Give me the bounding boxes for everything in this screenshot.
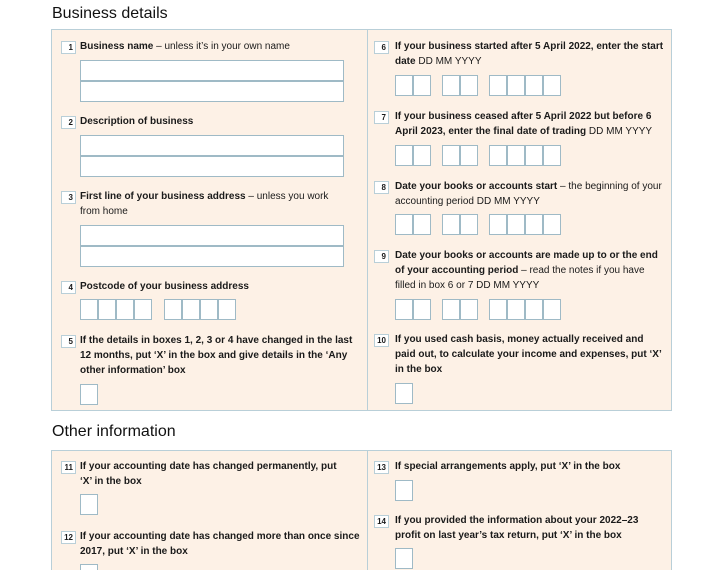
- start-date-d2[interactable]: [413, 75, 431, 96]
- question-6-bold: If your business started after 5 April 2022, enter the start date: [395, 41, 664, 67]
- accounts-end-m1[interactable]: [442, 299, 460, 320]
- question-7-format: DD MM YYYY: [586, 126, 653, 137]
- box-number-8: 8: [374, 181, 389, 194]
- question-5-label: [80, 333, 360, 378]
- question-1-note: – unless it’s in your own name: [153, 41, 290, 52]
- postcode-char-8[interactable]: [218, 299, 236, 320]
- question-6-label: [395, 39, 665, 69]
- business-name-line-1[interactable]: [80, 60, 344, 81]
- question-3-bold: First line of your business address: [80, 191, 246, 202]
- question-5-bold: If the details in boxes 1, 2, 3 or 4 have changed in the last 12 months, put ‘X’ in the box and give details in the ‘Any other information’ box: [80, 335, 353, 376]
- accounts-end-y2[interactable]: [507, 299, 525, 320]
- accounts-start-m2[interactable]: [460, 214, 478, 235]
- start-date-y2[interactable]: [507, 75, 525, 96]
- accounts-start-y2[interactable]: [507, 214, 525, 235]
- accounts-end-y4[interactable]: [543, 299, 561, 320]
- question-12-bold: If your accounting date has changed more than once since 2017, put ‘X’ in the box: [80, 531, 360, 557]
- question-9-note: – read the notes if you have filled in box 6 or 7 DD MM YYYY: [395, 265, 645, 291]
- column-divider: [367, 451, 368, 570]
- question-7-label: [395, 109, 671, 139]
- box-number-10: 10: [374, 334, 389, 347]
- postcode-char-1[interactable]: [80, 299, 98, 320]
- postcode-char-4[interactable]: [134, 299, 152, 320]
- box-number-12: 12: [61, 531, 76, 544]
- question-4-label: [80, 279, 350, 294]
- question-9-label: [395, 248, 665, 293]
- ceased-date-y2[interactable]: [507, 145, 525, 166]
- accounts-start-d2[interactable]: [413, 214, 431, 235]
- accounts-end-d2[interactable]: [413, 299, 431, 320]
- question-1-label: [80, 39, 350, 54]
- postcode-char-5[interactable]: [164, 299, 182, 320]
- other-information-panel: [51, 450, 672, 570]
- accounts-start-y3[interactable]: [525, 214, 543, 235]
- box-number-11: 11: [61, 461, 76, 474]
- question-3-note: – unless you work from home: [80, 191, 329, 217]
- question-11-label: [80, 459, 350, 489]
- accounts-end-y3[interactable]: [525, 299, 543, 320]
- business-address-line-1[interactable]: [80, 225, 344, 246]
- question-4-bold: Postcode of your business address: [80, 281, 249, 292]
- box-number-4: 4: [61, 281, 76, 294]
- accounts-start-y1[interactable]: [489, 214, 507, 235]
- start-date-y3[interactable]: [525, 75, 543, 96]
- box-number-9: 9: [374, 250, 389, 263]
- question-8-note: – the beginning of your accounting period DD MM YYYY: [395, 181, 662, 207]
- business-description-line-1[interactable]: [80, 135, 344, 156]
- question-9-bold: Date your books or accounts are made up to or the end of your accounting period: [395, 250, 658, 276]
- accounts-end-y1[interactable]: [489, 299, 507, 320]
- details-changed-checkbox[interactable]: [80, 384, 98, 405]
- postcode-char-6[interactable]: [182, 299, 200, 320]
- question-14-bold: If you provided the information about your 2022–23 profit on last year’s tax return, put ‘X’ in the box: [395, 515, 639, 541]
- postcode-char-2[interactable]: [98, 299, 116, 320]
- question-1-bold: Business name: [80, 41, 154, 52]
- business-description-line-2[interactable]: [80, 156, 344, 177]
- accounting-date-changed-permanently-checkbox[interactable]: [80, 494, 98, 515]
- question-7-bold: If your business ceased after 5 April 2022 but before 6 April 2023, enter the final date of trading: [395, 111, 652, 137]
- other-information-title: Other information: [52, 423, 176, 440]
- question-8-bold: Date your books or accounts start: [395, 181, 558, 192]
- box-number-5: 5: [61, 335, 76, 348]
- question-14-label: [395, 513, 665, 543]
- start-date-y1[interactable]: [489, 75, 507, 96]
- ceased-date-y3[interactable]: [525, 145, 543, 166]
- box-number-7: 7: [374, 111, 389, 124]
- business-address-line-2[interactable]: [80, 246, 344, 267]
- business-name-line-2[interactable]: [80, 81, 344, 102]
- ceased-date-m2[interactable]: [460, 145, 478, 166]
- postcode-char-3[interactable]: [116, 299, 134, 320]
- box-number-14: 14: [374, 515, 389, 528]
- question-2-bold: Description of business: [80, 116, 194, 127]
- business-details-panel: [51, 29, 672, 411]
- accounts-end-d1[interactable]: [395, 299, 413, 320]
- ceased-date-y1[interactable]: [489, 145, 507, 166]
- start-date-y4[interactable]: [543, 75, 561, 96]
- question-12-label: [80, 529, 360, 559]
- accounts-start-m1[interactable]: [442, 214, 460, 235]
- question-2-label: [80, 114, 350, 129]
- question-6-format: DD MM YYYY: [415, 56, 482, 67]
- start-date-m2[interactable]: [460, 75, 478, 96]
- ceased-date-m1[interactable]: [442, 145, 460, 166]
- box-number-1: 1: [61, 41, 76, 54]
- special-arrangements-checkbox[interactable]: [395, 480, 413, 501]
- ceased-date-y4[interactable]: [543, 145, 561, 166]
- postcode-char-7[interactable]: [200, 299, 218, 320]
- accounts-start-y4[interactable]: [543, 214, 561, 235]
- box-number-6: 6: [374, 41, 389, 54]
- question-11-bold: If your accounting date has changed permanently, put ‘X’ in the box: [80, 461, 337, 487]
- question-3-label: [80, 189, 350, 219]
- box-number-2: 2: [61, 116, 76, 129]
- question-10-bold: If you used cash basis, money actually received and paid out, to calculate your income and expenses, put ‘X’ in the box: [395, 334, 662, 375]
- question-8-label: [395, 179, 665, 209]
- cash-basis-checkbox[interactable]: [395, 383, 413, 404]
- ceased-date-d1[interactable]: [395, 145, 413, 166]
- column-divider: [367, 30, 368, 410]
- ceased-date-d2[interactable]: [413, 145, 431, 166]
- box-number-3: 3: [61, 191, 76, 204]
- question-10-label: [395, 332, 665, 377]
- accounting-date-changed-more-than-once-checkbox[interactable]: [80, 564, 98, 570]
- start-date-d1[interactable]: [395, 75, 413, 96]
- box-number-13: 13: [374, 461, 389, 474]
- business-details-title: Business details: [52, 5, 168, 22]
- profit-info-provided-checkbox[interactable]: [395, 548, 413, 569]
- start-date-m1[interactable]: [442, 75, 460, 96]
- question-13-bold: If special arrangements apply, put ‘X’ in the box: [395, 461, 621, 472]
- accounts-start-d1[interactable]: [395, 214, 413, 235]
- question-13-label: [395, 459, 665, 474]
- accounts-end-m2[interactable]: [460, 299, 478, 320]
